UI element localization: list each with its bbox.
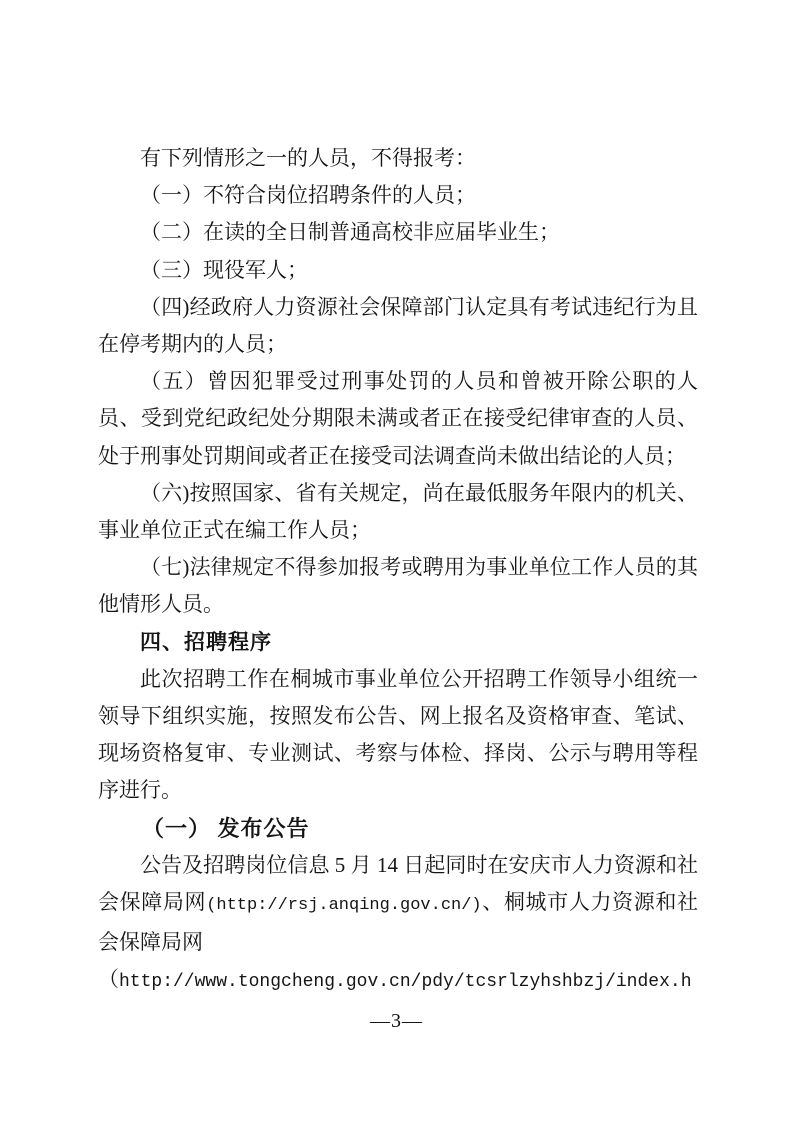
list-item-6: （六)按照国家、省有关规定，尚在最低服务年限内的机关、事业单位正式在编工作人员； xyxy=(98,480,698,543)
tongcheng-url-open-paren: （ xyxy=(98,967,119,992)
list-item-7: （七)法律规定不得参加报考或聘用为事业单位工作人员的其他情形人员。 xyxy=(98,555,698,617)
paragraph-procedure-overview: 此次招聘工作在桐城市事业单位公开招聘工作领导小组统一领导下组织实施，按照发布公告、网上报名及资格审查、笔试、现场资格复审、专业测试、考察与体检、择岗、公示与聘用等程序进行。 xyxy=(98,666,698,803)
list-item-2: （二）在读的全日制普通高校非应届毕业生； xyxy=(140,220,560,245)
subsection-heading-publish-announcement: （一） 发布公告 xyxy=(142,815,310,841)
list-item-3: （三）现役军人； xyxy=(140,257,308,282)
page-number: —3— xyxy=(370,1010,423,1032)
paragraph-tongcheng-url-line xyxy=(98,961,698,1001)
paragraph-disqualification-intro: 有下列情形之一的人员，不得报考： xyxy=(140,146,476,170)
section-heading-recruitment-procedure: 四、招聘程序 xyxy=(140,630,272,654)
tongcheng-hr-bureau-url: http://www.tongcheng.gov.cn/pdy/tcsrlzyhshbzj/index.h xyxy=(119,972,692,993)
list-item-4: （四)经政府人力资源社会保障部门认定具有考试违纪行为且在停考期内的人员； xyxy=(98,294,698,357)
document-body xyxy=(98,140,698,1002)
list-item-5: （五）曾因犯罪受过刑事处罚的人员和曾被开除公职的人员、受到党纪政纪处分期限未满或者正在接受纪律审查的人员、处于刑事处罚期间或者正在接受司法调查尚未做出结论的人员； xyxy=(98,369,698,468)
announcement-sites-text-after-url: 、桐城市人力资源和社会保障局网 xyxy=(98,890,699,955)
list-item-1: （一）不符合岗位招聘条件的人员； xyxy=(140,183,476,208)
announcement-sites-text-before-url: 公告及招聘岗位信息 5 月 14 日起同时在安庆市人力资源和社会保障局网 xyxy=(98,852,698,915)
paragraph-announcement-sites xyxy=(98,847,698,962)
anqing-hr-bureau-url: (http://rsj.anqing.gov.cn/) xyxy=(206,896,482,916)
